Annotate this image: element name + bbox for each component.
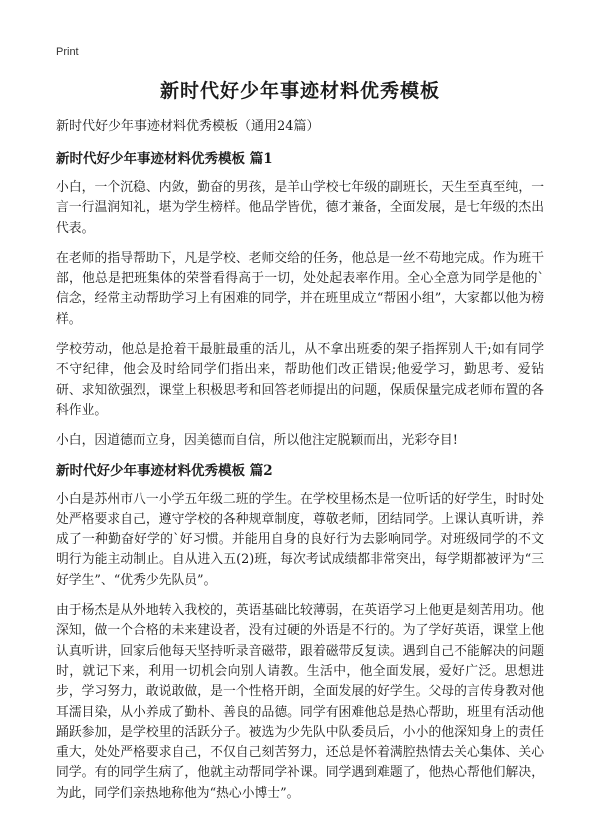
- section-1: [56, 150, 544, 452]
- document-subtitle: 新时代好少年事迹材料优秀模板（通用24篇）: [56, 119, 320, 134]
- paragraph: 小白是苏州市八一小学五年级二班的学生。在学校里杨杰是一位听话的好学生，时时处处严格要求自己，遵守学校的各种规章制度，尊敬老师，团结同学。上课认真听讲，养成了一种勤奋好学的`好习惯。并能用自身的良好行为去影响同学。对班级同学的不文明行为能主动制止。自从进入五(2)班，每次考试成绩都非常突出，每学期都被评为“三好学生”、“优秀少先队员”。: [56, 491, 544, 588]
- section-heading: 新时代好少年事迹材料优秀模板 篇1: [56, 151, 273, 167]
- document-page: [56, 78, 544, 814]
- paragraph: 小白，因道德而立身，因美德而自信，所以他注定脱颖而出，光彩夺目!: [56, 433, 458, 449]
- paragraph: 由于杨杰是从外地转入我校的，英语基础比较薄弱，在英语学习上他更是刻苦用功。他深知，做一个合格的未来建设者，没有过硬的外语是不行的。为了学好英语，课堂上他认真听讲，回家后他每天坚持听录音磁带，跟着磁带反复读。遇到自己不能解决的问题时，就记下来，利用一切机会向别人请教。生活中，他全面发展，爱好广泛。思想进步，学习努力，敢说敢做，是一个性格开朗，全面发展的好学生。父母的言传身教对他耳濡目染，从小养成了勤朴、善良的品德。同学有困难他总是热心帮助，班里有活动他踊跃参加，是学校里的活跃分子。被选为少先队中队委员后，小小的他深知身上的责任重大，处处严格要求自己，不仅自己刻苦努力，还总是怀着满腔热情去关心集体、关心同学。有的同学生病了，他就主动帮同学补课。同学遇到难题了，他热心帮他们解决，为此，同学们亲热地称他为“热心小博士”。: [56, 603, 544, 801]
- paragraph: 小白，一个沉稳、内敛，勤奋的男孩，是羊山学校七年级的副班长，天生至真至纯，一言一行温润知礼，堪为学生榜样。他品学皆优，德才兼备，全面发展，是七年级的杰出代表。: [56, 180, 544, 236]
- section-2: [56, 462, 544, 804]
- section-heading: 新时代好少年事迹材料优秀模板 篇2: [56, 462, 273, 479]
- document-title: 新时代好少年事迹材料优秀模板: [159, 80, 440, 102]
- paragraph: 在老师的指导帮助下，凡是学校、老师交给的任务，他总是一丝不苟地完成。作为班干部，他总是把班集体的荣誉看得高于一切，处处起表率作用。全心全意为同学是他的`信念，经常主动帮助学习上有困难的同学，并在班里成立“帮困小组”，大家都以他为榜样。: [56, 250, 544, 327]
- paragraph: 学校劳动，他总是抢着干最脏最重的活儿，从不拿出班委的架子指挥别人干;如有同学不守纪律，他会及时给同学们指出来，帮助他们改正错误;他爱学习，勤思考、爱钻研、求知欲强烈，课堂上积极思考和回答老师提出的问题，保质保量完成老师布置的各科作业。: [56, 342, 544, 418]
- print-label: Print: [56, 46, 79, 58]
